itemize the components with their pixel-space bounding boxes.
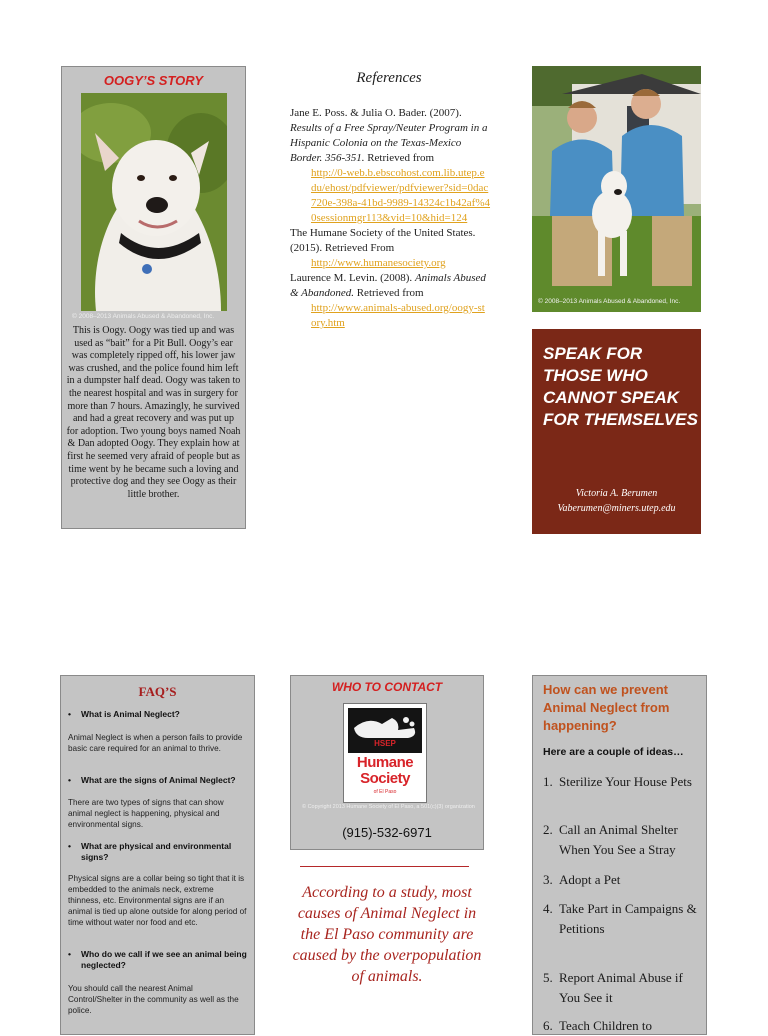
oogy-story-text: This is Oogy. Oogy was tied up and was used as “bait” for a Pit Bull. Oogy’s ear was completely ripped off, his lower jaw was crushed, and the police found him left in a dumpster half dead. Oogy was taken to the nearest hospital and was in surgery for more than 7 hours. Amazingly, he survived and had a great recovery and was put up for adoption. Two young boys named Noah & Dan adopted Oogy. They explain how at first he seemed very afraid of people but as time went by he became such a loving and protective dog and they see Oogy as their little brother. — [66, 325, 241, 500]
cover-email[interactable]: Vaberumen@miners.utep.edu — [557, 503, 676, 514]
reference-item — [290, 106, 490, 226]
prevention-panel — [532, 675, 707, 1035]
oogy-story-panel — [61, 66, 246, 529]
logo-graphic — [348, 708, 422, 753]
reference-retrieved: Retrieved from — [356, 287, 424, 299]
faq-title: FAQ’S — [138, 684, 177, 699]
faq-question-text: Who do we call if we see an animal being neglected? — [81, 949, 247, 970]
idea-number: 3. — [543, 872, 553, 887]
idea-number: 6. — [543, 1018, 553, 1033]
cover-heading: SPEAK FOR THOSE WHO CANNOT SPEAK FOR THEMSELVES — [543, 344, 698, 429]
reference-author: Laurence M. Levin. (2008). — [290, 272, 413, 284]
contact-title: WHO TO CONTACT — [331, 680, 443, 694]
faq-question — [68, 775, 248, 786]
faq-question-text: What are physical and environmental signs? — [81, 841, 232, 862]
idea-text: Take Part in Campaigns & Petitions — [559, 901, 697, 936]
prevention-idea — [543, 870, 703, 890]
prevention-idea — [543, 968, 703, 1008]
faq-question-text: What is Animal Neglect? — [81, 709, 180, 719]
quote-divider — [300, 866, 469, 867]
contact-copyright: © Copyright 2013 Humane Society of El Paso, a 501(c)(3) organization — [302, 804, 475, 810]
prevention-title: How can we prevent Animal Neglect from happening? — [543, 682, 670, 733]
bullet-icon: • — [68, 775, 71, 785]
quote-text: According to a study, most causes of Animal Neglect in the El Paso community are caused by the overpopulation of animals. — [292, 884, 482, 985]
logo-word-elpaso: of El Paso — [373, 789, 397, 795]
logo-word-society: Society — [360, 770, 410, 787]
humane-society-logo — [343, 703, 427, 803]
prevention-idea — [543, 820, 703, 860]
prevention-intro: Here are a couple of ideas… — [543, 746, 684, 758]
faq-answer: Animal Neglect is when a person fails to provide basic care required for an animal to thrive. — [68, 733, 243, 753]
bullet-icon: • — [68, 841, 71, 851]
boys-photo-credit: © 2008–2013 Animals Abused & Abandoned, Inc. — [538, 298, 681, 305]
brochure-cover — [532, 329, 701, 534]
contact-phone[interactable]: (915)-532-6971 — [342, 825, 432, 840]
prevention-idea — [543, 772, 703, 792]
dog-illustration — [81, 93, 227, 311]
idea-number: 2. — [543, 822, 553, 837]
reference-retrieved: Retrieved from — [367, 152, 435, 164]
idea-text: Call an Animal Shelter When You See a Stray — [559, 822, 678, 857]
reference-item — [290, 271, 490, 331]
logo-acronym: HSEP — [374, 739, 396, 748]
reference-link[interactable]: http://0-web.b.ebscohost.com.lib.utep.edu/ehost/pdfviewer/pdfviewer?sid=0dac720e-398a-41bd-9989-14324c1b42af%40sessionmgr113&vid=10&hid=124 — [311, 167, 491, 224]
reference-link[interactable]: http://www.animals-abused.org/oogy-story.htm — [311, 302, 485, 329]
prevention-idea — [543, 1016, 703, 1036]
references-title: References — [356, 70, 422, 86]
references-list — [290, 106, 490, 331]
idea-text: Report Animal Abuse if You See it — [559, 970, 683, 1005]
boys-with-dog-photo — [532, 66, 701, 312]
contact-panel — [290, 675, 484, 850]
faq-question — [68, 841, 248, 863]
reference-link[interactable]: http://www.humanesociety.org — [311, 257, 446, 269]
idea-number: 4. — [543, 901, 553, 916]
idea-number: 1. — [543, 774, 553, 789]
faq-answer: You should call the nearest Animal Control/Shelter in the community as well as the police. — [68, 984, 239, 1015]
faq-question — [68, 709, 248, 720]
reference-title: Results of a Free Spray/Neuter Program in a Hispanic Colonia on the Texas-Mexico Border. 356-351. — [290, 122, 488, 164]
boys-dog-illustration — [532, 66, 701, 312]
bullet-icon: • — [68, 949, 71, 959]
bullet-icon: • — [68, 709, 71, 719]
faq-answer: There are two types of signs that can show animal neglect is happening, physical and environmental signs. — [68, 798, 224, 829]
faq-question — [68, 949, 248, 971]
prevention-idea — [543, 899, 703, 939]
idea-text: Sterilize Your House Pets — [559, 774, 692, 789]
logo-word-humane: Humane — [356, 754, 414, 771]
idea-number: 5. — [543, 970, 553, 985]
reference-author: The Humane Society of the United States. (2015). Retrieved From — [290, 227, 476, 254]
idea-text: Teach Children to — [559, 1018, 652, 1033]
reference-author: Jane E. Poss. & Julia O. Bader. (2007). — [290, 107, 462, 119]
faq-answer: Physical signs are a collar being so tight that it is embedded to the animals neck, extreme thinness, etc. Environmental signs are if an animal is tied up alone outside for along period of time without water nor food and etc. — [68, 874, 247, 927]
idea-text: Adopt a Pet — [559, 872, 621, 887]
oogy-photo-credit: © 2008–2013 Animals Abused & Abandoned, Inc. — [72, 313, 215, 320]
reference-item — [290, 226, 490, 271]
oogy-story-title: OOGY’S STORY — [103, 73, 204, 88]
cover-author: Victoria A. Berumen — [575, 488, 658, 499]
reference-title: Animals Abused & Abandoned. — [290, 272, 486, 299]
oogy-dog-photo — [81, 93, 227, 311]
faq-question-text: What are the signs of Animal Neglect? — [81, 775, 236, 785]
faq-panel — [60, 675, 255, 1035]
